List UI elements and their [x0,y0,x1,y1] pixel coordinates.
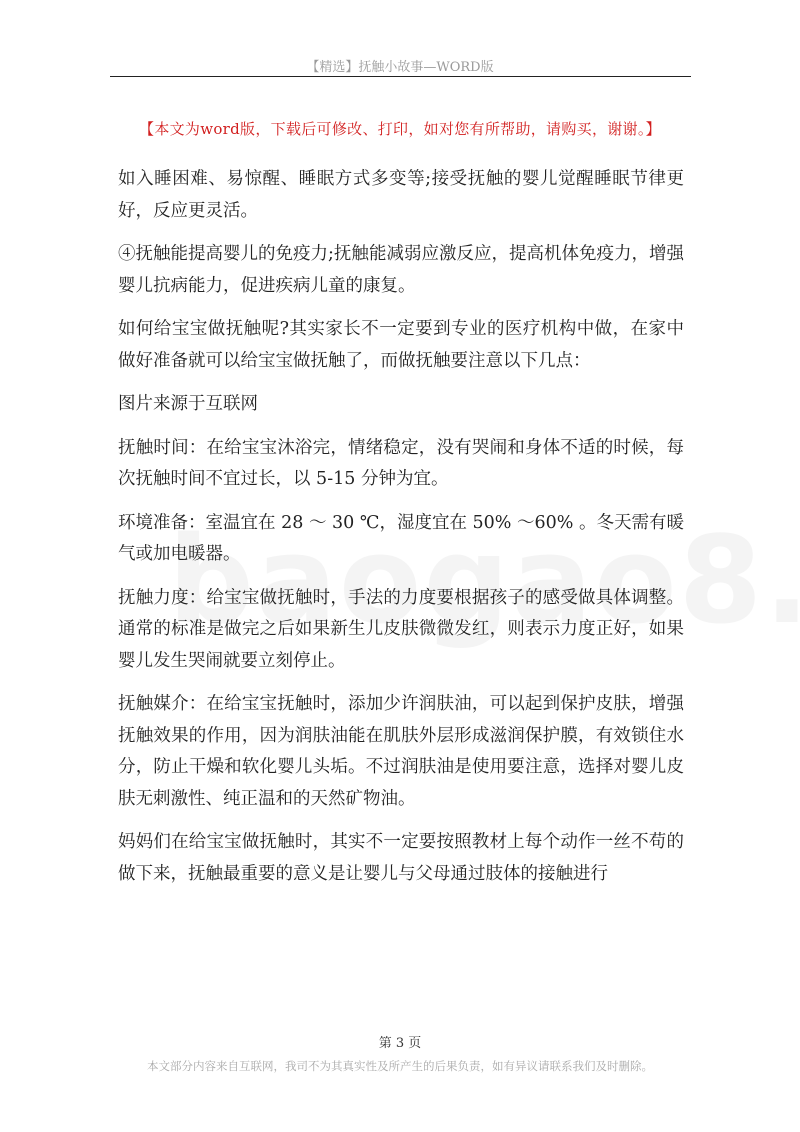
paragraph-environment: 环境准备：室温宜在 28 ～ 30 ℃，湿度宜在 50% ～60% 。冬天需有暖气或加电暖器。 [118,512,684,564]
paragraph-immunity: ④抚触能提高婴儿的免疫力;抚触能减弱应激反应，提高机体免疫力，增强婴儿抗病能力，促进疾病儿童的康复。 [118,244,684,296]
paragraph-how-to: 如何给宝宝做抚触呢?其实家长不一定要到专业的医疗机构中做，在家中做好准备就可以给宝宝做抚触了，而做抚触要注意以下几点： [118,319,684,371]
page-number: 第 3 页 [378,1036,422,1051]
paragraph-closing: 妈妈们在给宝宝做抚触时，其实不一定要按照教材上每个动作一丝不苟的做下来，抚触最重要的意义是让婴儿与父母通过肢体的接触进行 [118,832,684,884]
paragraph-timing: 抚触时间：在给宝宝沐浴完，情绪稳定，没有哭闹和身体不适的时候，每次抚触时间不宜过长，以 5-15 分钟为宜。 [118,437,684,489]
paragraph-pressure: 抚触力度：给宝宝做抚触时，手法的力度要根据孩子的感受做具体调整。通常的标准是做完之后如果新生儿皮肤微微发红，则表示力度正好，如果婴儿发生哭闹就要立刻停止。 [118,587,684,671]
paragraph-sleep: 如入睡困难、易惊醒、睡眠方式多变等;接受抚触的婴儿觉醒睡眠节律更好，反应更灵活。 [118,169,684,221]
purchase-notice: 【本文为word版，下载后可修改、打印，如对您有所帮助，请购买，谢谢。】 [139,120,661,138]
page-header: 【精选】抚触小故事—WORD版 [306,60,494,75]
header-divider [110,76,691,77]
paragraph-image-source: 图片来源于互联网 [118,394,258,414]
paragraph-medium: 抚触媒介：在给宝宝抚触时，添加少许润肤油，可以起到保护皮肤，增强抚触效果的作用，因为润肤油能在肌肤外层形成滋润保护膜，有效锁住水分，防止干燥和软化婴儿头垢。不过润肤油是使用要注意，选择对婴儿皮肤无刺激性、纯正温和的天然矿物油。 [118,694,684,809]
page-footer: 本文部分内容来自互联网，我司不为其真实性及所产生的后果负责，如有异议请联系我们及时删除。 [147,1059,653,1073]
document-body [118,164,684,902]
